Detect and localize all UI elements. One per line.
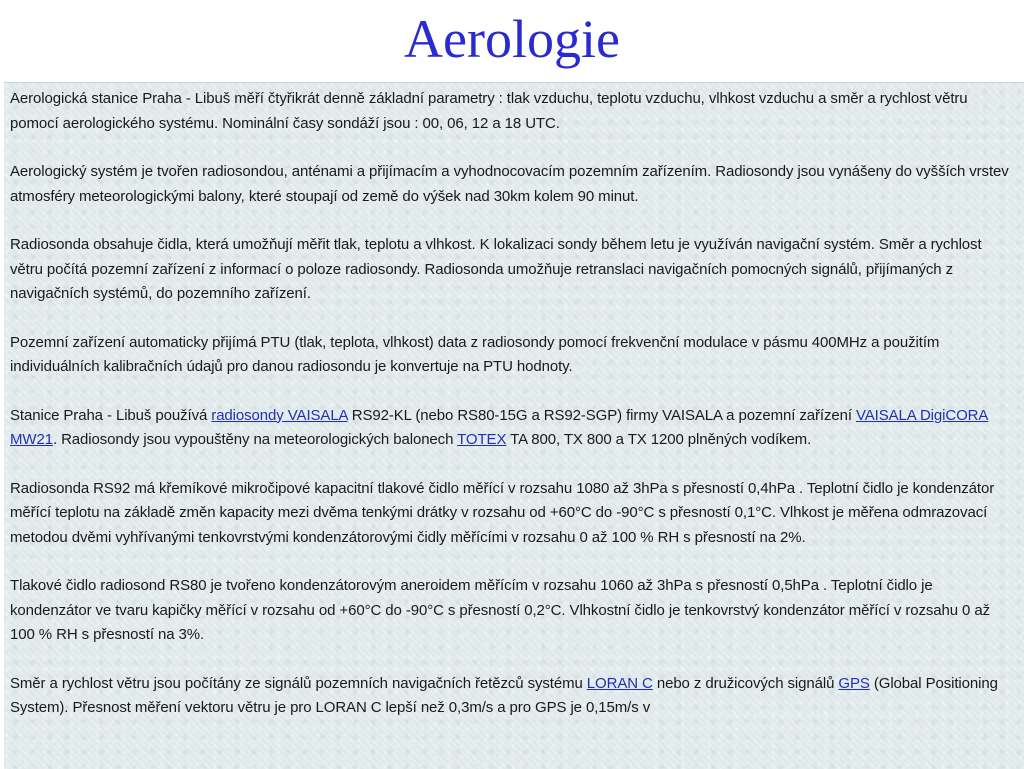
link-radiosondy-vaisala[interactable]: radiosondy VAISALA <box>211 406 348 424</box>
paragraph-7 <box>4 574 1024 648</box>
paragraph-text: Pozemní zařízení automaticky přijímá PTU (tlak, teplota, vlhkost) data z radiosondy pomocí frekvenční modulace v pásmu 400MHz a použitím individuálních kalibračních údajů pro danou radiosondu je konvertuje na PTU hodnoty. <box>10 333 940 375</box>
paragraph-2 <box>4 160 1024 209</box>
paragraph-text: nebo z družicových signálů <box>652 674 839 692</box>
link-gps[interactable]: GPS <box>838 674 870 692</box>
link-totex[interactable]: TOTEX <box>457 431 507 448</box>
page-title: Aerologie <box>404 9 620 69</box>
paragraph-text: Radiosonda obsahuje čidla, která umožňují měřit tlak, teplotu a vlhkost. K lokalizaci sondy během letu je využíván navigační systém. Směr a rychlost větru počítá pozemní zařízení z informací o poloze radiosondy. Radiosonda umožňuje retranslaci navigačních pomocných signálů, přijímaných z navigačních systémů, do pozemního zařízení. <box>10 236 982 302</box>
paragraph-text: Směr a rychlost větru jsou počítány ze signálů pozemních navigačních řetězců systému <box>10 674 587 692</box>
paragraph-3 <box>4 233 1024 307</box>
document-body <box>4 82 1024 769</box>
paragraph-text: Aerologický systém je tvořen radiosondou, anténami a přijímacím a vyhodnocovacím pozemním zařízením. Radiosondy jsou vynášeny do vyšších vrstev atmosféry meteorologickými balony, které stoupají od země do výšek nad 30km kolem 90 minut. <box>10 163 1009 205</box>
paragraph-text: RS92-KL (nebo RS80-15G a RS92-SGP) firmy VAISALA a pozemní zařízení <box>347 406 856 424</box>
paragraph-4 <box>4 331 1024 380</box>
paragraph-text: Stanice Praha - Libuš používá <box>10 406 212 424</box>
link-vaisala-digicora[interactable]: VAISALA DigiCORA MW21 <box>10 406 989 448</box>
paragraph-text: Tlakové čidlo radiosond RS80 je tvořeno kondenzátorovým aneroidem měřícím v rozsahu 1060 až 3hPa s přesností 0,5hPa . Teplotní čidlo je kondenzátor ve tvaru kapičky měřící v rozsahu od +60°C do -90°C s přesností 0,2°C. Vlhkostní čidlo je tenkovrstvý kondenzátor měřící v rozsahu 0 až 100 % RH s přesností na 3%. <box>10 577 991 643</box>
paragraph-6 <box>4 477 1024 551</box>
paragraph-5 <box>4 404 1024 453</box>
paragraph-text: Aerologická stanice Praha - Libuš měří čtyřikrát denně základní parametry : tlak vzduchu, teplotu vzduchu, vlhkost vzduchu a směr a rychlost větru pomocí aerologického systému. Nominální časy sondáží jsou : 00, 06, 12 a 18 UTC. <box>10 90 968 132</box>
paragraph-text: TA 800, TX 800 a TX 1200 plněných vodíkem. <box>506 431 812 448</box>
paragraph-text: (Global Positioning System). Přesnost měření vektoru větru je pro LORAN C lepší než 0,3m/s a pro GPS je 0,15m/s v <box>10 674 998 716</box>
paragraph-8 <box>4 672 1024 721</box>
paragraph-1 <box>4 87 1024 136</box>
link-loran-c[interactable]: LORAN C <box>586 674 653 692</box>
paragraph-text: . Radiosondy jsou vypouštěny na meteorologických balonech <box>52 431 458 448</box>
paragraph-text: Radiosonda RS92 má křemíkové mikročipové kapacitní tlakové čidlo měřící v rozsahu 1080 až 3hPa s přesností 0,4hPa . Teplotní čidlo je kondenzátor měřící teplotu na základě změn kapacity mezi dvěma tenkými drátky v rozsahu od +60°C do -90°C s přesností 0,1°C. Vlhkost je měřena odmrazovací metodou dvěmi vyhřívanými tenkovrstvými kondenzátorovými čidly měřícími v rozsahu 0 až 100 % RH s přesností na 2%. <box>10 479 995 546</box>
